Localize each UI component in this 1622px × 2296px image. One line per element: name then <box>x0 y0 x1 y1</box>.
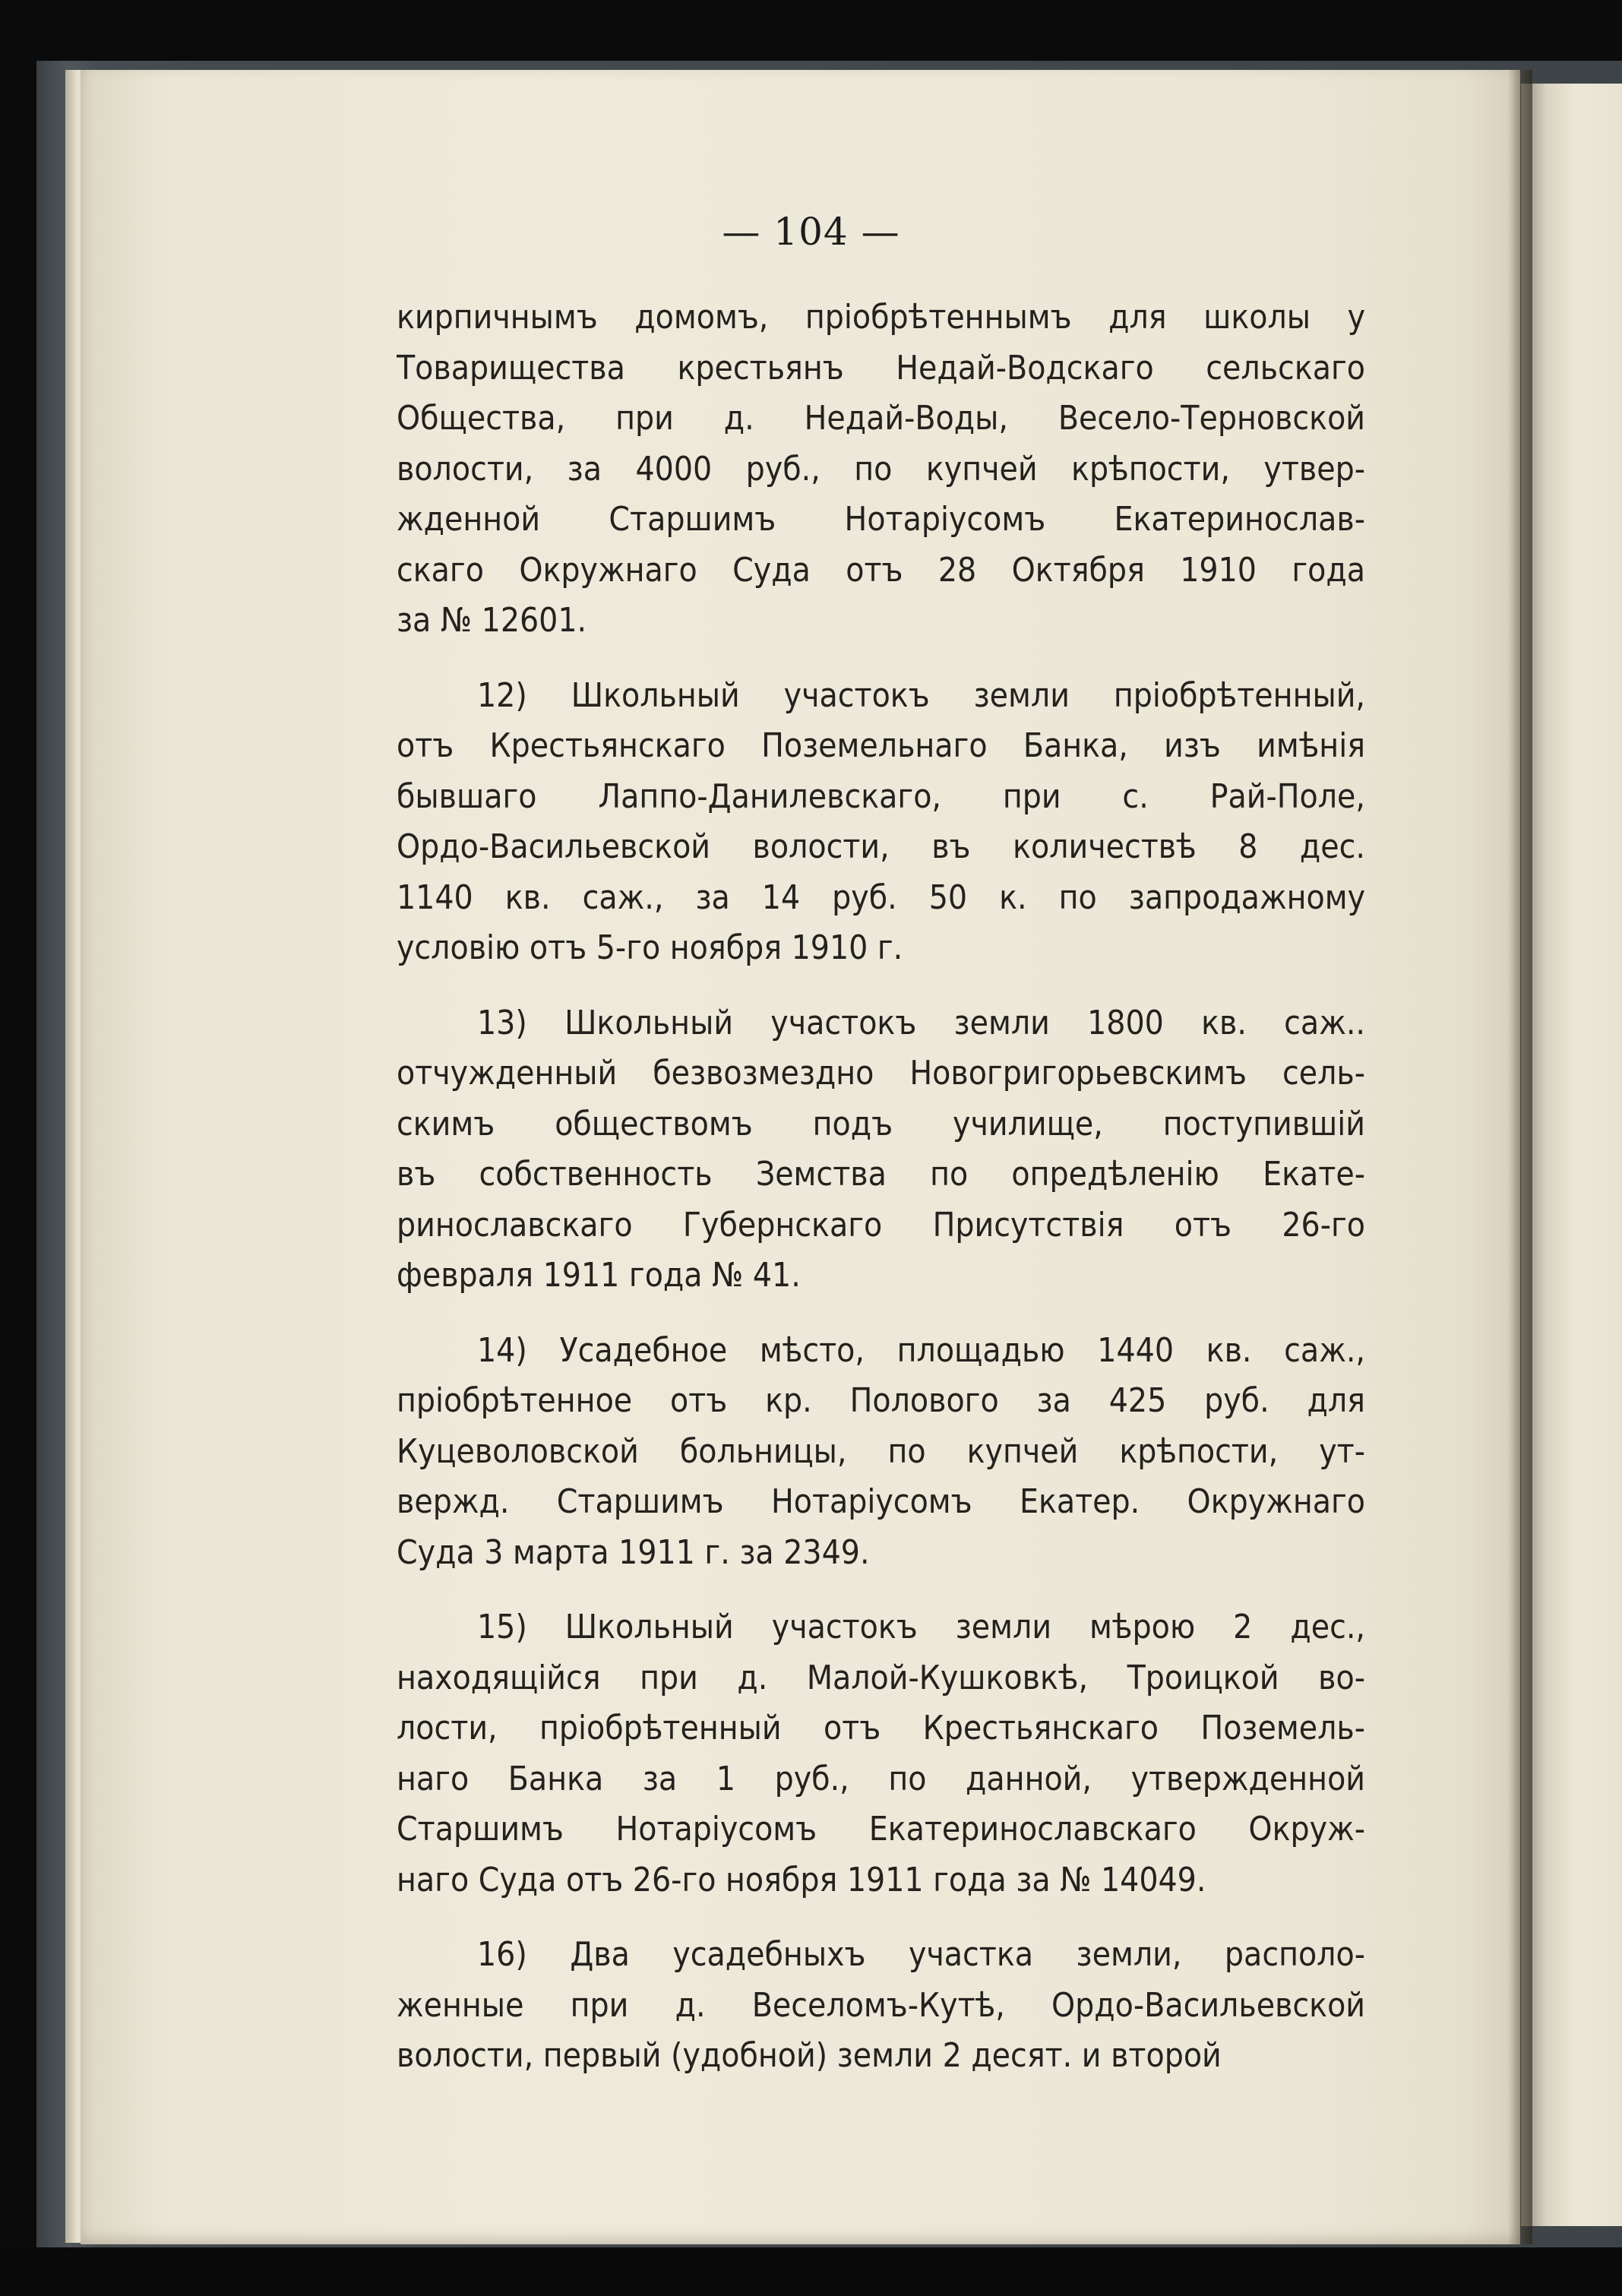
paragraph-p-14 <box>397 1326 1365 1579</box>
facing-page-edge <box>1521 84 1622 2226</box>
text-line: волости, за 4000 руб., по купчей крѣпости, утвер- <box>397 449 1365 489</box>
paragraph-p-13 <box>397 998 1365 1301</box>
text-line: лости, пріобрѣтенный отъ Крестьянскаго Поземель- <box>397 1709 1365 1747</box>
text-line: за № 12601. <box>397 601 587 640</box>
text-line: условію отъ 5-го ноября 1910 г. <box>397 928 903 967</box>
paragraph-p-11-cont <box>397 293 1365 647</box>
text-line: 12) Школьный участокъ земли пріобрѣтенный, <box>477 675 1365 715</box>
text-line: Старшимъ Нотаріусомъ Екатеринославскаго Окруж- <box>397 1810 1365 1849</box>
text-line: волости, первый (удобной) земли 2 десят. и второй <box>397 2036 1222 2075</box>
text-line: февраля 1911 года № 41. <box>397 1256 801 1295</box>
text-line: находящійся при д. Малой-Кушковкѣ, Троицкой во- <box>397 1658 1365 1697</box>
text-line: 15) Школьный участокъ земли мѣрою 2 дес., <box>477 1608 1365 1646</box>
text-line: отъ Крестьянскаго Поземельнаго Банка, изъ имѣнія <box>397 726 1365 765</box>
text-line: ринославскаго Губернскаго Присутствія отъ 26-го <box>397 1205 1365 1244</box>
paragraph-p-12 <box>397 671 1365 974</box>
text-line: Суда 3 марта 1911 г. за 2349. <box>397 1532 870 1572</box>
paragraph-p-16 <box>397 1930 1365 2082</box>
text-line: Ордо-Васильевской волости, въ количествѣ 8 дес. <box>397 827 1365 866</box>
text-line: 14) Усадебное мѣсто, площадью 1440 кв. саж., <box>477 1330 1365 1370</box>
text-line: въ собственность Земства по опредѣленію Екате- <box>397 1155 1365 1194</box>
text-line: жденной Старшимъ Нотаріусомъ Екатеринослав- <box>397 500 1365 539</box>
text-line: Куцеволовской больницы, по купчей крѣпости, ут- <box>397 1431 1365 1471</box>
text-line: Товарищества крестьянъ Недай-Водскаго сельскаго <box>397 348 1365 387</box>
text-line: отчужденный безвозмездно Новогригорьевскимъ сель- <box>397 1054 1365 1093</box>
page-gutter-shadow <box>1508 70 1532 2244</box>
text-line: пріобрѣтенное отъ кр. Полового за 425 руб. для <box>397 1381 1365 1420</box>
text-line: наго Банка за 1 руб., по данной, утвержденной <box>397 1759 1365 1798</box>
text-line: Общества, при д. Недай-Воды, Весело-Терновской <box>397 399 1365 438</box>
text-line: 16) Два усадебныхъ участка земли, располо- <box>477 1935 1365 1974</box>
page-body-text <box>397 293 1365 2082</box>
text-line: женные при д. Веселомъ-Кутѣ, Ордо-Васильевской <box>397 1985 1365 2025</box>
text-line: вержд. Старшимъ Нотаріусомъ Екатер. Окружнаго <box>397 1482 1365 1521</box>
text-line: скимъ обществомъ подъ училище, поступившій <box>397 1104 1365 1143</box>
text-line: скаго Окружнаго Суда отъ 28 Октября 1910 года <box>397 550 1365 590</box>
text-line: кирпичнымъ домомъ, пріобрѣтеннымъ для школы у <box>397 298 1365 337</box>
text-line: бывшаго Лаппо-Данилевскаго, при с. Рай-Поле, <box>397 776 1365 816</box>
page-number: — 104 — <box>722 210 900 254</box>
scan-bottom-border <box>0 2247 1622 2296</box>
text-line: 1140 кв. саж., за 14 руб. 50 к. по запродажному <box>397 878 1365 917</box>
paragraph-p-15 <box>397 1602 1365 1905</box>
text-line: 13) Школьный участокъ земли 1800 кв. саж.. <box>477 1003 1365 1042</box>
text-line: наго Суда отъ 26-го ноября 1911 года за № 14049. <box>397 1860 1206 1899</box>
